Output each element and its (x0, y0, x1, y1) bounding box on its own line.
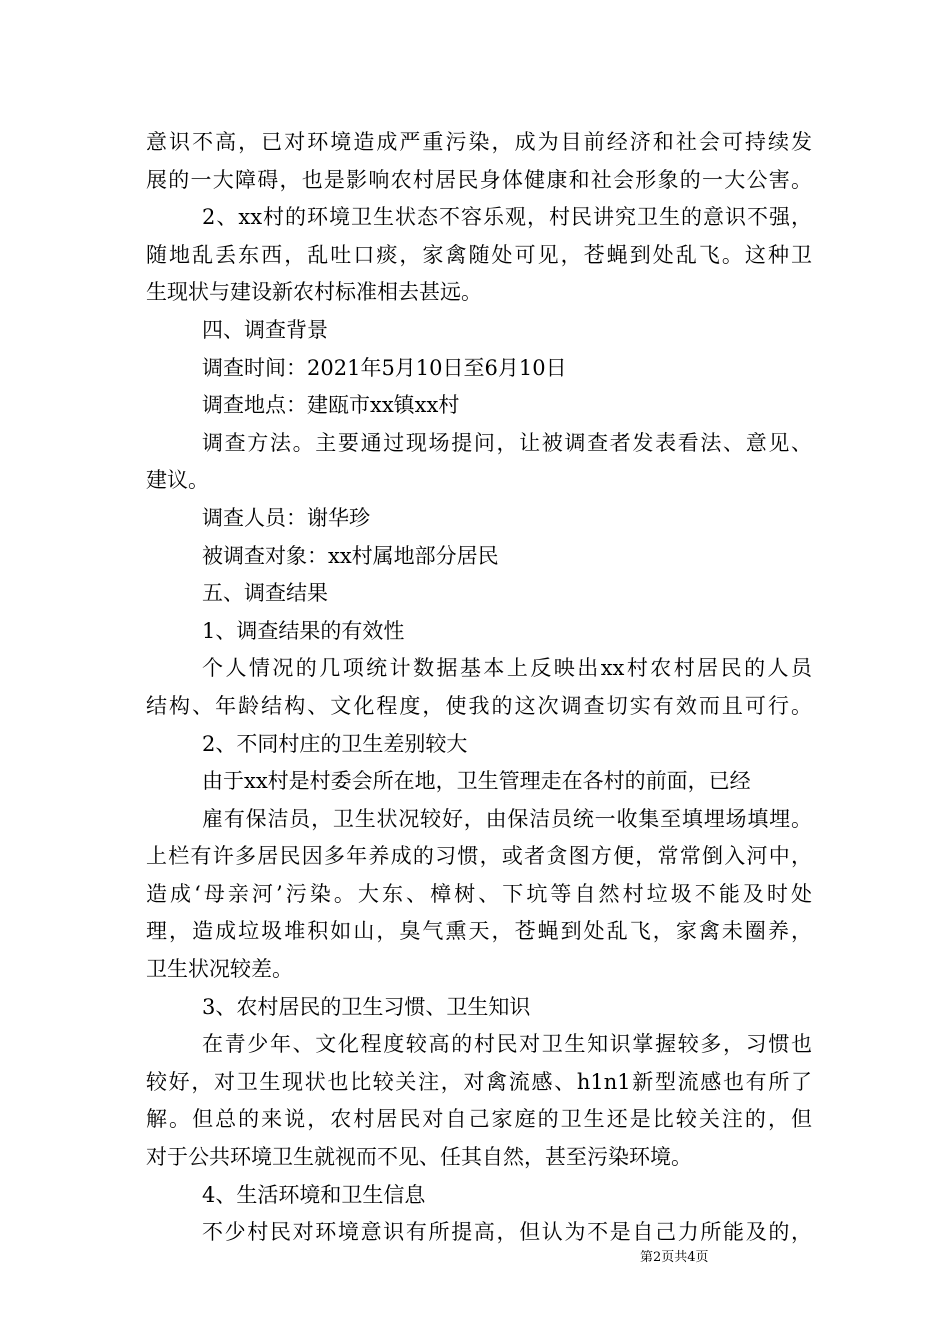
text-line: 2、不同村庄的卫生差别较大 (202, 731, 468, 756)
text-line: 由于xx村是村委会所在地，卫生管理走在各村的前面，已经 (202, 769, 751, 794)
text-line: 个人情况的几项统计数据基本上反映出xx村农村居民的人员 (202, 656, 812, 681)
text-line: 五、调查结果 (202, 581, 328, 606)
text-line: 3、农村居民的卫生习惯、卫生知识 (202, 994, 531, 1019)
text-line: 展的一大障碍，也是影响农村居民身体健康和社会形象的一大公害。 (146, 167, 812, 192)
text-line: 解。但总的来说，农村居民对自己家庭的卫生还是比较关注的，但 (146, 1107, 812, 1132)
text-line: 1、调查结果的有效性 (202, 618, 405, 643)
text-line: 造成‘母亲河’污染。大东、樟树、下坑等自然村垃圾不能及时处 (146, 881, 812, 906)
text-line: 上栏有许多居民因多年养成的习惯，或者贪图方便，常常倒入河中， (146, 844, 812, 869)
body-text (146, 124, 812, 1252)
text-line: 雇有保洁员，卫生状况较好，由保洁员统一收集至填埋场填埋。 (202, 806, 812, 831)
page-footer: 第2页共4页 (640, 1250, 709, 1265)
text-line: 4、生活环境和卫生信息 (202, 1182, 426, 1207)
text-line: 调查时间：2021年5月10日至6月10日 (202, 355, 567, 380)
text-line: 在青少年、文化程度较高的村民对卫生知识掌握较多，习惯也 (202, 1032, 812, 1057)
text-line: 理，造成垃圾堆积如山，臭气熏天，苍蝇到处乱飞，家禽未圈养， (146, 919, 812, 944)
text-line: 建议。 (146, 468, 209, 493)
text-line: 随地乱丢东西，乱吐口痰，家禽随处可见，苍蝇到处乱飞。这种卫 (146, 242, 812, 267)
text-line: 调查方法。主要通过现场提问，让被调查者发表看法、意见、 (202, 430, 812, 455)
text-line: 卫生状况较差。 (146, 957, 293, 982)
text-line: 结构、年龄结构、文化程度，使我的这次调查切实有效而且可行。 (146, 693, 812, 718)
text-line: 意识不高，已对环境造成严重污染，成为目前经济和社会可持续发 (146, 130, 812, 154)
text-line: 对于公共环境卫生就视而不见、任其自然，甚至污染环境。 (146, 1145, 692, 1170)
text-line: 不少村民对环境意识有所提高，但认为不是自己力所能及的， (202, 1220, 812, 1245)
text-line: 被调查对象：xx村属地部分居民 (202, 543, 499, 568)
text-line: 较好，对卫生现状也比较关注，对禽流感、h1n1新型流感也有所了 (146, 1069, 812, 1094)
text-line: 调查人员：谢华珍 (202, 505, 370, 530)
text-line: 调查地点：建瓯市xx镇xx村 (202, 393, 460, 418)
text-line: 生现状与建设新农村标准相去甚远。 (146, 280, 482, 305)
text-line: 2、xx村的环境卫生状态不容乐观，村民讲究卫生的意识不强， (202, 205, 812, 230)
text-line: 四、调查背景 (202, 317, 328, 342)
